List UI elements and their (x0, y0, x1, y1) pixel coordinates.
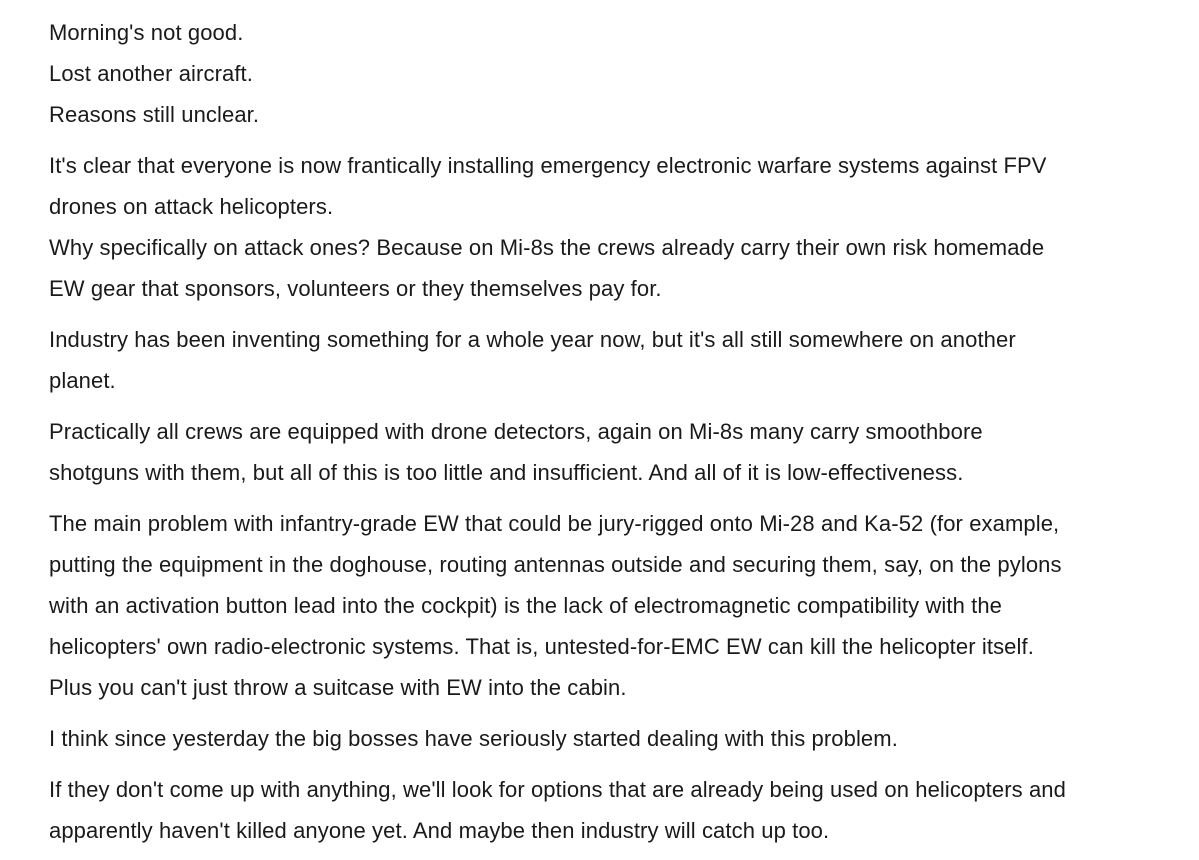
text-line: EW gear that sponsors, volunteers or they themselves pay for. (49, 276, 662, 301)
paragraph-3 (49, 94, 1189, 135)
paragraph-5 (49, 227, 1189, 309)
text-line: If they don't come up with anything, we'll look for options that are already being used on helicopters and (49, 777, 1066, 802)
paragraph-9 (49, 718, 1189, 759)
text-line: drones on attack helicopters. (49, 194, 334, 219)
paragraph-6 (49, 319, 1189, 401)
document-body (49, 12, 1189, 851)
paragraph-10 (49, 769, 1189, 851)
text-line: Why specifically on attack ones? Because on Mi-8s the crews already carry their own risk homemade (49, 235, 1045, 260)
text-line: Reasons still unclear. (49, 102, 260, 127)
text-line: Lost another aircraft. (49, 61, 253, 86)
text-line: Practically all crews are equipped with drone detectors, again on Mi-8s many carry smoothbore (49, 419, 983, 444)
text-line: putting the equipment in the doghouse, routing antennas outside and securing them, say, on the pylons (49, 552, 1062, 577)
paragraph-2 (49, 53, 1189, 94)
text-line: helicopters' own radio-electronic systems. That is, untested-for-EMC EW can kill the helicopter itself. (49, 634, 1034, 659)
paragraph-8 (49, 503, 1189, 708)
paragraph-7 (49, 411, 1189, 493)
text-line: shotguns with them, but all of this is too little and insufficient. And all of it is low-effectiveness. (49, 460, 964, 485)
text-line: planet. (49, 368, 116, 393)
text-line: Plus you can't just throw a suitcase with EW into the cabin. (49, 675, 627, 700)
text-line: Morning's not good. (49, 20, 244, 45)
text-line: The main problem with infantry-grade EW that could be jury-rigged onto Mi-28 and Ka-52 (for example, (49, 511, 1060, 536)
text-line: I think since yesterday the big bosses have seriously started dealing with this problem. (49, 726, 898, 751)
text-line: Industry has been inventing something for a whole year now, but it's all still somewhere on another (49, 327, 1016, 352)
paragraph-4 (49, 145, 1189, 227)
text-line: It's clear that everyone is now frantically installing emergency electronic warfare systems against FPV (49, 153, 1047, 178)
text-line: apparently haven't killed anyone yet. And maybe then industry will catch up too. (49, 818, 830, 843)
text-line: with an activation button lead into the cockpit) is the lack of electromagnetic compatibility with the (49, 593, 1003, 618)
paragraph-1 (49, 12, 1189, 53)
